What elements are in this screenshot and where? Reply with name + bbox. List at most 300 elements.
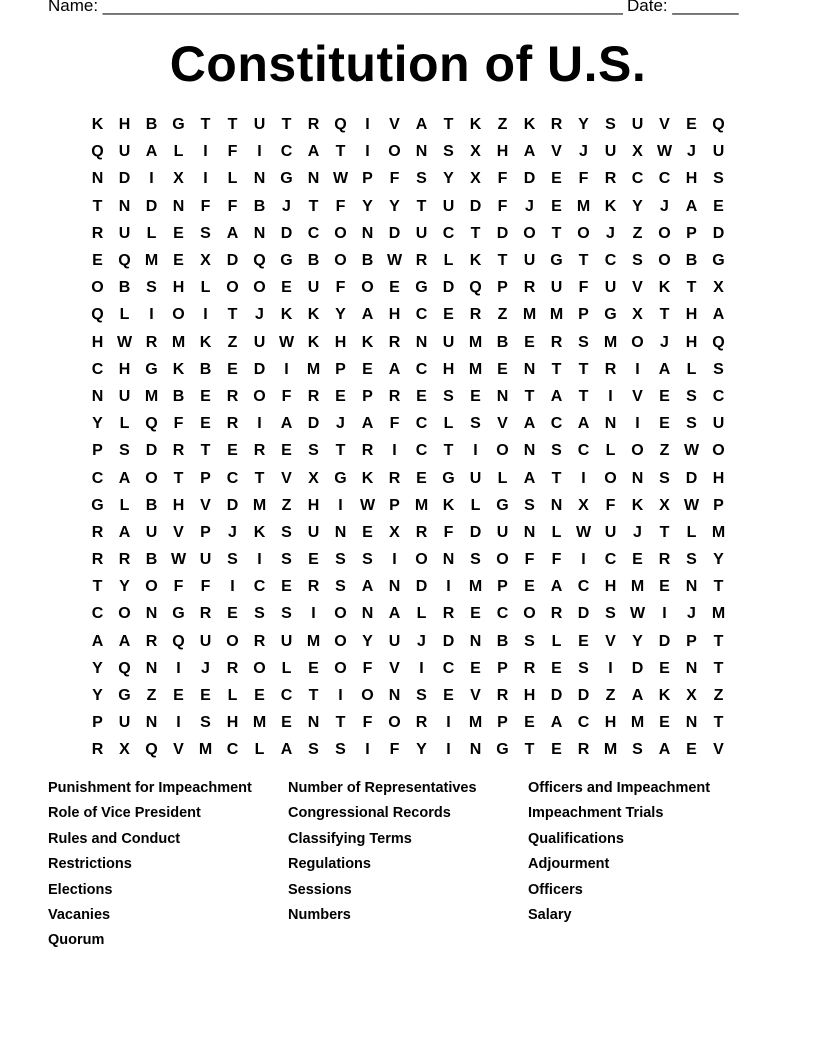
grid-row	[84, 329, 732, 356]
word-list-item: Vacanies	[48, 906, 111, 923]
grid-letter: H	[523, 687, 536, 705]
grid-letter: K	[631, 496, 644, 514]
grid-letter: J	[606, 224, 615, 242]
grid-letter: Z	[497, 116, 508, 134]
word-list-column-1	[48, 778, 288, 956]
grid-letter: T	[443, 116, 454, 134]
grid-letter: U	[199, 632, 212, 650]
grid-letter: K	[307, 333, 320, 351]
grid-letter: E	[470, 659, 481, 677]
word-list-item: Congressional Records	[288, 805, 451, 822]
grid-letter: O	[388, 714, 401, 732]
grid-row	[84, 111, 732, 138]
grid-letter: X	[632, 306, 643, 324]
grid-letter: A	[280, 741, 293, 759]
grid-letter: D	[631, 659, 644, 677]
grid-letter: I	[608, 387, 613, 405]
grid-letter: U	[307, 279, 320, 297]
grid-letter: E	[200, 415, 211, 433]
grid-letter: E	[308, 659, 319, 677]
grid-letter: R	[523, 279, 536, 297]
grid-letter: X	[200, 252, 211, 270]
grid-letter: S	[686, 551, 697, 569]
grid-letter: R	[91, 224, 104, 242]
grid-letter: D	[226, 496, 239, 514]
grid-letter: M	[144, 387, 159, 405]
grid-letter: X	[686, 687, 697, 705]
grid-letter: S	[281, 523, 292, 541]
grid-letter: N	[118, 197, 131, 215]
grid-letter: I	[446, 741, 451, 759]
grid-letter: R	[415, 252, 428, 270]
grid-letter: S	[362, 551, 373, 569]
grid-letter: L	[254, 741, 265, 759]
grid-letter: T	[578, 360, 589, 378]
grid-letter: S	[524, 632, 535, 650]
grid-letter: A	[280, 415, 293, 433]
grid-letter: X	[659, 496, 670, 514]
grid-letter: C	[658, 170, 671, 188]
grid-letter: Q	[334, 116, 347, 134]
grid-letter: I	[203, 306, 208, 324]
grid-letter: H	[604, 714, 617, 732]
grid-letter: X	[632, 143, 643, 161]
grid-letter: U	[118, 224, 131, 242]
word-list-item: Impeachment Trials	[528, 805, 664, 822]
grid-letter: N	[388, 578, 401, 596]
grid-letter: E	[173, 252, 184, 270]
grid-letter: F	[578, 279, 589, 297]
grid-letter: G	[118, 687, 131, 705]
grid-letter: K	[469, 116, 482, 134]
grid-letter: D	[685, 469, 698, 487]
grid-letter: N	[172, 197, 185, 215]
grid-letter: M	[549, 306, 564, 324]
grid-letter: S	[254, 605, 265, 623]
grid-letter: A	[658, 741, 671, 759]
grid-letter: A	[523, 143, 536, 161]
grid-letter: B	[496, 632, 509, 650]
grid-letter: E	[173, 224, 184, 242]
grid-letter: L	[416, 605, 427, 623]
grid-letter: U	[388, 632, 401, 650]
grid-letter: E	[281, 578, 292, 596]
grid-letter: Y	[92, 415, 103, 433]
grid-letter: C	[550, 415, 563, 433]
word-list-item: Salary	[528, 906, 572, 923]
grid-letter: W	[278, 333, 295, 351]
grid-row	[84, 220, 732, 247]
grid-letter: E	[497, 360, 508, 378]
grid-letter: E	[362, 360, 373, 378]
grid-row	[84, 301, 732, 328]
grid-letter: C	[577, 578, 590, 596]
grid-letter: M	[468, 578, 483, 596]
grid-letter: U	[253, 116, 266, 134]
grid-letter: J	[255, 306, 264, 324]
grid-letter: J	[660, 197, 669, 215]
grid-letter: A	[361, 306, 374, 324]
grid-row	[84, 736, 732, 763]
grid-letter: N	[361, 224, 374, 242]
grid-letter: Y	[416, 741, 427, 759]
grid-letter: L	[281, 659, 292, 677]
grid-letter: Y	[92, 659, 103, 677]
word-list-item: Elections	[48, 881, 113, 898]
grid-letter: Z	[659, 442, 670, 460]
grid-letter: G	[496, 741, 509, 759]
grid-letter: L	[227, 170, 238, 188]
grid-letter: A	[658, 360, 671, 378]
grid-letter: G	[172, 605, 185, 623]
grid-letter: H	[685, 170, 698, 188]
grid-letter: I	[257, 551, 262, 569]
grid-letter: F	[200, 578, 211, 596]
grid-letter: A	[550, 578, 563, 596]
grid-letter: P	[497, 714, 508, 732]
grid-row	[84, 356, 732, 383]
grid-letter: I	[581, 551, 586, 569]
grid-letter: P	[92, 442, 103, 460]
grid-letter: R	[91, 523, 104, 541]
grid-letter: E	[92, 252, 103, 270]
grid-letter: Z	[146, 687, 157, 705]
grid-letter: S	[416, 687, 427, 705]
grid-letter: K	[442, 496, 455, 514]
grid-letter: O	[631, 333, 644, 351]
grid-letter: P	[389, 496, 400, 514]
grid-letter: F	[281, 387, 292, 405]
grid-letter: N	[496, 387, 509, 405]
grid-letter: O	[496, 551, 509, 569]
grid-letter: I	[365, 741, 370, 759]
grid-letter: S	[443, 143, 454, 161]
grid-letter: S	[686, 415, 697, 433]
grid-letter: G	[280, 252, 293, 270]
grid-letter: M	[468, 333, 483, 351]
grid-letter: V	[497, 415, 508, 433]
grid-letter: O	[658, 252, 671, 270]
grid-letter: Y	[632, 197, 643, 215]
name-field-label: Name: _______________________________________________________	[48, 0, 623, 15]
grid-letter: U	[307, 523, 320, 541]
grid-letter: D	[415, 578, 428, 596]
grid-letter: O	[388, 143, 401, 161]
grid-letter: H	[91, 333, 104, 351]
grid-row	[84, 193, 732, 220]
grid-letter: F	[227, 143, 238, 161]
grid-letter: G	[415, 279, 428, 297]
grid-letter: N	[523, 442, 536, 460]
grid-letter: N	[523, 523, 536, 541]
grid-letter: F	[362, 659, 373, 677]
grid-letter: U	[253, 333, 266, 351]
grid-letter: U	[604, 523, 617, 541]
word-list-item: Restrictions	[48, 856, 132, 873]
grid-row	[84, 138, 732, 165]
grid-letter: H	[226, 714, 239, 732]
grid-letter: J	[633, 523, 642, 541]
grid-letter: N	[91, 170, 104, 188]
grid-letter: B	[199, 360, 212, 378]
date-field-label: Date: _______	[627, 0, 739, 15]
grid-letter: J	[228, 523, 237, 541]
grid-letter: E	[551, 170, 562, 188]
grid-letter: P	[578, 306, 589, 324]
grid-letter: C	[307, 224, 320, 242]
grid-letter: R	[226, 387, 239, 405]
grid-letter: O	[334, 659, 347, 677]
grid-letter: G	[91, 496, 104, 514]
grid-letter: Z	[713, 687, 724, 705]
grid-row	[84, 437, 732, 464]
grid-letter: B	[253, 197, 266, 215]
grid-letter: N	[415, 143, 428, 161]
grid-letter: F	[443, 523, 454, 541]
grid-row	[84, 274, 732, 301]
grid-letter: I	[473, 442, 478, 460]
grid-letter: A	[145, 143, 158, 161]
grid-letter: O	[334, 632, 347, 650]
grid-letter: U	[442, 333, 455, 351]
grid-letter: Z	[605, 687, 616, 705]
grid-letter: V	[200, 496, 211, 514]
grid-letter: A	[388, 605, 401, 623]
grid-row	[84, 464, 732, 491]
grid-letter: A	[388, 360, 401, 378]
grid-letter: T	[92, 578, 103, 596]
grid-letter: R	[91, 551, 104, 569]
grid-letter: I	[635, 360, 640, 378]
grid-letter: O	[631, 442, 644, 460]
grid-letter: E	[659, 387, 670, 405]
grid-letter: E	[281, 442, 292, 460]
grid-letter: L	[551, 632, 562, 650]
grid-letter: V	[173, 523, 184, 541]
grid-letter: N	[685, 578, 698, 596]
grid-row	[84, 682, 732, 709]
grid-letter: F	[362, 714, 373, 732]
grid-letter: B	[307, 252, 320, 270]
grid-letter: R	[577, 741, 590, 759]
grid-letter: H	[712, 469, 725, 487]
grid-letter: I	[257, 143, 262, 161]
page-title: Constitution of U.S.	[169, 36, 647, 92]
word-list-item: Adjourment	[528, 856, 610, 873]
word-search-grid	[84, 111, 732, 764]
grid-letter: B	[118, 279, 131, 297]
grid-letter: R	[415, 523, 428, 541]
grid-letter: K	[658, 279, 671, 297]
grid-letter: M	[711, 605, 726, 623]
grid-letter: I	[176, 714, 181, 732]
grid-letter: U	[118, 387, 131, 405]
grid-letter: Q	[145, 741, 158, 759]
word-list-column-2	[288, 778, 528, 930]
grid-letter: T	[659, 306, 670, 324]
grid-letter: C	[631, 170, 644, 188]
grid-letter: R	[307, 387, 320, 405]
grid-letter: E	[659, 578, 670, 596]
grid-letter: R	[388, 333, 401, 351]
grid-letter: U	[631, 116, 644, 134]
grid-letter: C	[280, 687, 293, 705]
grid-letter: D	[469, 523, 482, 541]
grid-letter: O	[145, 469, 158, 487]
grid-letter: D	[226, 252, 239, 270]
grid-letter: V	[659, 116, 670, 134]
grid-letter: R	[523, 659, 536, 677]
grid-letter: D	[118, 170, 131, 188]
grid-letter: R	[307, 116, 320, 134]
grid-letter: E	[173, 687, 184, 705]
grid-letter: C	[415, 360, 428, 378]
grid-letter: O	[523, 224, 536, 242]
grid-letter: M	[711, 523, 726, 541]
grid-letter: T	[227, 306, 238, 324]
grid-letter: R	[226, 659, 239, 677]
grid-letter: U	[712, 415, 725, 433]
grid-row	[84, 165, 732, 192]
grid-letter: S	[713, 170, 724, 188]
grid-letter: H	[334, 333, 347, 351]
word-list-item: Punishment for Impeachment	[48, 780, 252, 796]
grid-letter: I	[149, 306, 154, 324]
grid-letter: V	[713, 741, 724, 759]
grid-letter: T	[227, 116, 238, 134]
grid-letter: T	[686, 279, 697, 297]
grid-letter: M	[171, 333, 186, 351]
word-list-item: Officers and Impeachment	[528, 780, 711, 796]
grid-letter: B	[145, 551, 158, 569]
grid-letter: M	[603, 333, 618, 351]
grid-letter: A	[523, 415, 536, 433]
word-list-item: Rules and Conduct	[48, 830, 181, 847]
grid-letter: L	[470, 496, 481, 514]
grid-letter: A	[226, 224, 239, 242]
grid-letter: M	[198, 741, 213, 759]
grid-letter: E	[632, 551, 643, 569]
grid-letter: W	[683, 496, 700, 514]
grid-letter: T	[200, 442, 211, 460]
grid-letter: N	[469, 741, 482, 759]
word-list-column-3	[528, 778, 768, 930]
grid-letter: S	[578, 333, 589, 351]
grid-letter: K	[307, 306, 320, 324]
grid-letter: E	[227, 360, 238, 378]
grid-letter: P	[497, 279, 508, 297]
grid-letter: S	[578, 659, 589, 677]
grid-letter: Y	[362, 632, 373, 650]
grid-letter: F	[389, 741, 400, 759]
grid-letter: H	[685, 333, 698, 351]
grid-letter: T	[470, 224, 481, 242]
grid-letter: S	[281, 551, 292, 569]
grid-letter: S	[281, 605, 292, 623]
grid-letter: G	[496, 496, 509, 514]
grid-letter: S	[335, 578, 346, 596]
grid-letter: C	[91, 360, 104, 378]
grid-letter: O	[361, 279, 374, 297]
grid-letter: N	[415, 333, 428, 351]
grid-letter: Q	[118, 659, 131, 677]
grid-letter: C	[280, 143, 293, 161]
grid-letter: C	[226, 741, 239, 759]
grid-letter: J	[201, 659, 210, 677]
grid-letter: D	[145, 197, 158, 215]
grid-letter: A	[415, 116, 428, 134]
grid-letter: D	[496, 224, 509, 242]
grid-letter: N	[604, 415, 617, 433]
grid-letter: R	[496, 687, 509, 705]
grid-letter: D	[145, 442, 158, 460]
grid-letter: R	[307, 578, 320, 596]
grid-letter: O	[226, 632, 239, 650]
grid-letter: O	[253, 279, 266, 297]
grid-letter: S	[470, 415, 481, 433]
grid-letter: T	[713, 659, 724, 677]
grid-letter: O	[172, 306, 185, 324]
grid-letter: F	[227, 197, 238, 215]
grid-letter: I	[149, 170, 154, 188]
grid-letter: E	[389, 279, 400, 297]
grid-letter: T	[308, 197, 319, 215]
grid-letter: M	[144, 252, 159, 270]
grid-letter: N	[685, 714, 698, 732]
grid-letter: G	[604, 306, 617, 324]
word-list-item: Sessions	[288, 881, 352, 898]
grid-letter: O	[496, 442, 509, 460]
grid-letter: K	[199, 333, 212, 351]
grid-letter: S	[146, 279, 157, 297]
grid-letter: C	[604, 252, 617, 270]
grid-letter: M	[576, 197, 591, 215]
grid-letter: T	[524, 741, 535, 759]
grid-letter: J	[336, 415, 345, 433]
grid-letter: L	[119, 415, 130, 433]
grid-letter: U	[523, 252, 536, 270]
grid-letter: M	[306, 360, 321, 378]
grid-letter: K	[469, 252, 482, 270]
grid-letter: A	[361, 415, 374, 433]
grid-letter: S	[632, 252, 643, 270]
grid-letter: S	[524, 496, 535, 514]
grid-letter: O	[415, 551, 428, 569]
word-list-item: Number of Representatives	[288, 780, 477, 796]
grid-letter: T	[713, 578, 724, 596]
grid-letter: S	[605, 605, 616, 623]
grid-letter: R	[442, 605, 455, 623]
grid-letter: C	[91, 605, 104, 623]
grid-letter: U	[145, 523, 158, 541]
grid-letter: K	[253, 523, 266, 541]
grid-letter: W	[332, 170, 349, 188]
grid-letter: P	[362, 387, 373, 405]
grid-letter: F	[578, 170, 589, 188]
grid-letter: E	[281, 714, 292, 732]
grid-letter: S	[551, 442, 562, 460]
grid-letter: O	[577, 224, 590, 242]
grid-letter: B	[496, 333, 509, 351]
grid-letter: U	[550, 279, 563, 297]
grid-letter: R	[550, 116, 563, 134]
grid-letter: Q	[253, 252, 266, 270]
grid-letter: C	[253, 578, 266, 596]
grid-letter: H	[172, 496, 185, 514]
grid-letter: C	[604, 551, 617, 569]
grid-row	[84, 600, 732, 627]
grid-letter: A	[550, 387, 563, 405]
